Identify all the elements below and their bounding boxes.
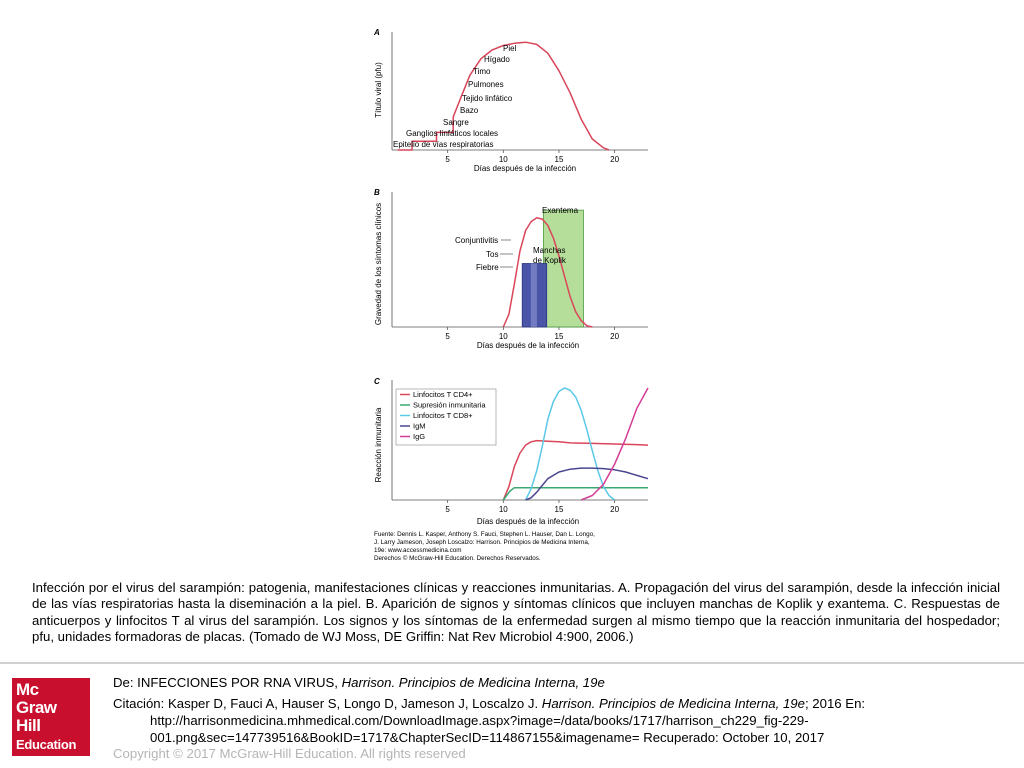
legend-label: Linfocitos T CD4+ xyxy=(413,390,473,399)
x-tick-label: 15 xyxy=(554,155,564,164)
label-manchas: Manchas xyxy=(533,246,566,255)
label-timo: Timo xyxy=(473,67,491,76)
logo-line-3: Hill xyxy=(16,716,41,735)
x-tick-label: 20 xyxy=(610,155,620,164)
legend-label: IgG xyxy=(413,432,426,441)
panel-b-leader-lines xyxy=(500,240,513,267)
reference-title xyxy=(113,675,1013,691)
panel-b-ylabel: Gravedad de los síntomas clínicos xyxy=(374,202,383,326)
label-tejido-linfatico: Tejido linfático xyxy=(462,94,513,103)
source-line-2: J. Larry Jameson, Joseph Loscalzo: Harrison. Principios de Medicina Interna, xyxy=(374,539,590,546)
label-epitelio: Epitelio de vías respiratorias xyxy=(393,140,494,149)
panel-b-xlabel: Días después de la infección xyxy=(476,341,580,350)
citation-suffix: ; 2016 En: xyxy=(804,696,866,711)
citation-book: Harrison. Principios de Medicina Interna, 19e xyxy=(541,696,805,711)
logo-line-2: Graw xyxy=(16,698,57,717)
x-tick-label: 20 xyxy=(610,505,620,514)
panel-a-viral-titer-chart xyxy=(373,28,648,173)
x-tick-label: 20 xyxy=(610,332,620,341)
mcgraw-hill-logo xyxy=(12,678,90,756)
x-tick-label: 5 xyxy=(445,505,450,514)
panel-c-letter: C xyxy=(374,377,380,386)
panel-c-marks xyxy=(503,388,648,500)
logo-line-1: Mc xyxy=(16,680,39,699)
label-ganglios: Ganglios linfáticos locales xyxy=(406,129,499,138)
source-line-3: 19e: www.accessmedicina.com xyxy=(374,547,462,554)
x-tick-label: 15 xyxy=(554,332,564,341)
label-higado: Hígado xyxy=(484,55,510,64)
source-line-1: Fuente: Dennis L. Kasper, Anthony S. Fauci, Stephen L. Hauser, Dan L. Longo, xyxy=(374,531,595,538)
reference-title-book: Harrison. Principios de Medicina Interna, 19e xyxy=(341,675,605,690)
citation-url-line-1[interactable]: http://harrisonmedicina.mhmedical.com/DownloadImage.aspx?image=/data/books/1717/harrison_ch229_fig-229- xyxy=(150,713,809,728)
panel-a-ylabel: Título viral (pfu) xyxy=(374,62,383,118)
reference-title-prefix: De: INFECCIONES POR RNA VIRUS, xyxy=(113,675,342,690)
source-line-4: Derechos © McGraw-Hill Education. Derechos Reservados. xyxy=(374,555,541,562)
label-exantema: Exantema xyxy=(542,206,579,215)
x-tick-label: 10 xyxy=(498,505,508,514)
figure-caption: Infección por el virus del sarampión: patogenia, manifestaciones clínicas y reacciones inmunitarias. A. Propagación del virus del sarampión, desde la infección inicial de las vías respiratorias hasta la diseminación a la piel. B. Aparición de signos y síntomas clínicos que incluyen manchas de Koplik y exantema. C. Respuestas de anticuerpos y linfocitos T al virus del sarampión. Los signos y los síntomas de la enfermedad surgen al mismo tiempo que la reacción inmunitaria del hospedador; pfu, unidades formadoras de placas. (Tomado de WJ Moss, DE Griffin: Nat Rev Microbiol 4:900, 2006.) xyxy=(32,580,1000,645)
label-de-koplik: de Koplik xyxy=(533,256,566,265)
panel-a-letter: A xyxy=(374,28,380,37)
label-piel: Piel xyxy=(503,44,517,53)
panel-c-immune-response-chart xyxy=(374,377,648,526)
x-tick-label: 10 xyxy=(498,155,508,164)
label-conjuntivitis: Conjuntivitis xyxy=(455,236,499,245)
figure-source-note xyxy=(374,531,595,562)
divider xyxy=(0,662,1024,664)
label-fiebre: Fiebre xyxy=(476,263,499,272)
copyright-notice: Copyright © 2017 McGraw-Hill Education. All rights reserved xyxy=(113,746,466,761)
panel-b-symptoms-chart xyxy=(374,188,648,350)
x-tick-label: 5 xyxy=(445,155,450,164)
legend-label: IgM xyxy=(413,421,426,431)
panel-b-ticks xyxy=(392,192,648,341)
citation-prefix: Citación: Kasper D, Fauci A, Hauser S, Longo D, Jameson J, Loscalzo J. xyxy=(113,696,542,711)
label-pulmones: Pulmones xyxy=(468,80,504,89)
label-sangre: Sangre xyxy=(443,118,469,127)
label-tos: Tos xyxy=(486,250,499,259)
panel-a-xlabel: Días después de la infección xyxy=(473,164,577,173)
citation-url-line-2[interactable]: 001.png&sec=147739516&BookID=1717&ChapterSecID=114867155&imagename= Recuperado: October 10, 2017 xyxy=(150,730,825,745)
bar-fiebre-highlight xyxy=(531,264,537,328)
panel-c-legend xyxy=(396,389,496,445)
legend-label: Supresión inmunitaria xyxy=(413,400,486,410)
x-tick-label: 15 xyxy=(554,505,564,514)
series-igm xyxy=(526,468,648,500)
panel-c-ylabel: Reacción inmunitaria xyxy=(374,407,383,483)
label-bazo: Bazo xyxy=(460,106,479,115)
x-tick-label: 10 xyxy=(498,332,508,341)
panel-c-xlabel: Días después de la infección xyxy=(476,517,580,526)
legend-label: Linfocitos T CD8+ xyxy=(413,411,473,420)
x-tick-label: 5 xyxy=(445,332,450,341)
reference-citation xyxy=(113,696,1013,712)
series-linfocitos-t-cd4- xyxy=(503,441,648,500)
logo-line-4: Education xyxy=(16,737,77,752)
panel-a-organ-labels xyxy=(393,44,517,149)
panel-b-letter: B xyxy=(374,188,380,197)
series-supresi-n-inmunitaria xyxy=(503,488,648,500)
panel-b-marks xyxy=(503,210,592,327)
